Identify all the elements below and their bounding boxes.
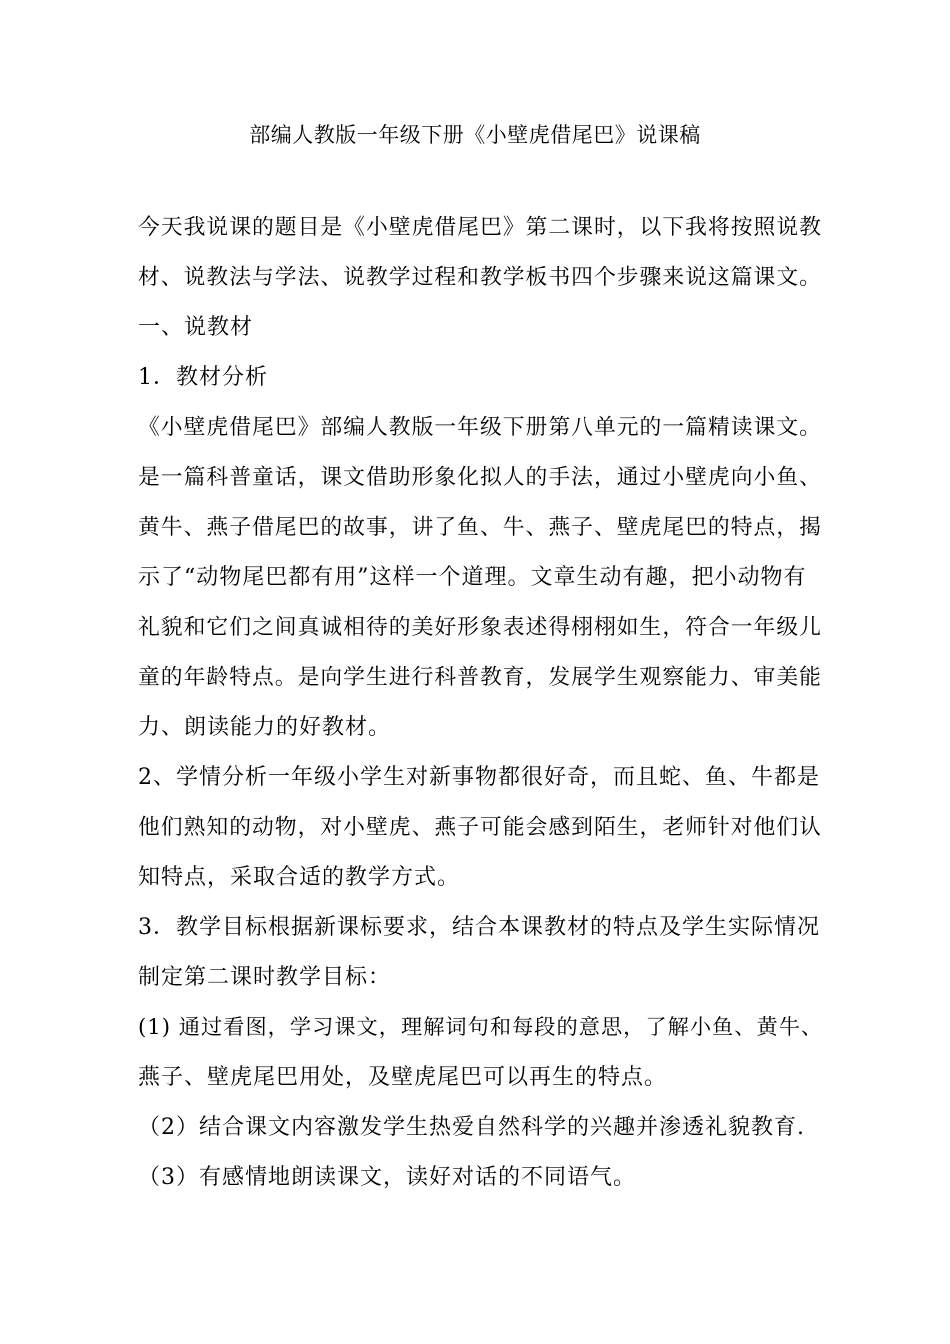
text-line: 示了“动物尾巴都有用”这样一个道理。文章生动有趣，把小动物有 (138, 565, 807, 590)
text-line: 黄牛、燕子借尾巴的故事，讲了鱼、牛、燕子、壁虎尾巴的特点，揭 (138, 515, 822, 540)
list-item: (1) 通过看图，学习课文，理解词句和每段的意思，了解小鱼、黄牛、 (138, 1015, 824, 1040)
text-line: 他们熟知的动物，对小壁虎、燕子可能会感到陌生，老师针对他们认 (138, 815, 822, 840)
section-heading: 一、说教材 (138, 315, 254, 340)
list-item: （2）结合课文内容激发学生热爱自然科学的兴趣并渗透礼貌教育. (138, 1115, 805, 1140)
text-line: 是一篇科普童话，课文借助形象化拟人的手法，通过小壁虎向小鱼、 (138, 465, 822, 490)
subsection-heading: 1．教材分析 (138, 365, 268, 390)
text-line: 今天我说课的题目是《小壁虎借尾巴》第二课时，以下我将按照说教 (138, 215, 822, 240)
text-line: 2、学情分析一年级小学生对新事物都很好奇，而且蛇、鱼、牛都是 (138, 765, 820, 790)
list-item: （3）有感情地朗读课文，读好对话的不同语气。 (138, 1165, 636, 1190)
document-body (138, 208, 824, 1208)
text-line: 3．教学目标根据新课标要求，结合本课教材的特点及学生实际情况 (138, 915, 820, 940)
text-line: 知特点，采取合适的教学方式。 (138, 865, 461, 890)
text-line: 礼貌和它们之间真诚相待的美好形象表述得栩栩如生，符合一年级儿 (138, 615, 822, 640)
text-line: 制定第二课时教学目标： (138, 965, 392, 990)
text-line: 童的年龄特点。是向学生进行科普教育，发展学生观察能力、审美能 (138, 665, 822, 690)
text-line: 《小壁虎借尾巴》部编人教版一年级下册第八单元的一篇精读课文。 (138, 415, 822, 440)
text-line: 力、朗读能力的好教材。 (138, 715, 392, 740)
document-title: 部编人教版一年级下册《小壁虎借尾巴》说课稿 (249, 123, 701, 147)
text-line: 燕子、壁虎尾巴用处，及壁虎尾巴可以再生的特点。 (138, 1065, 668, 1090)
text-line: 材、说教法与学法、说教学过程和教学板书四个步骤来说这篇课文。 (138, 265, 822, 290)
